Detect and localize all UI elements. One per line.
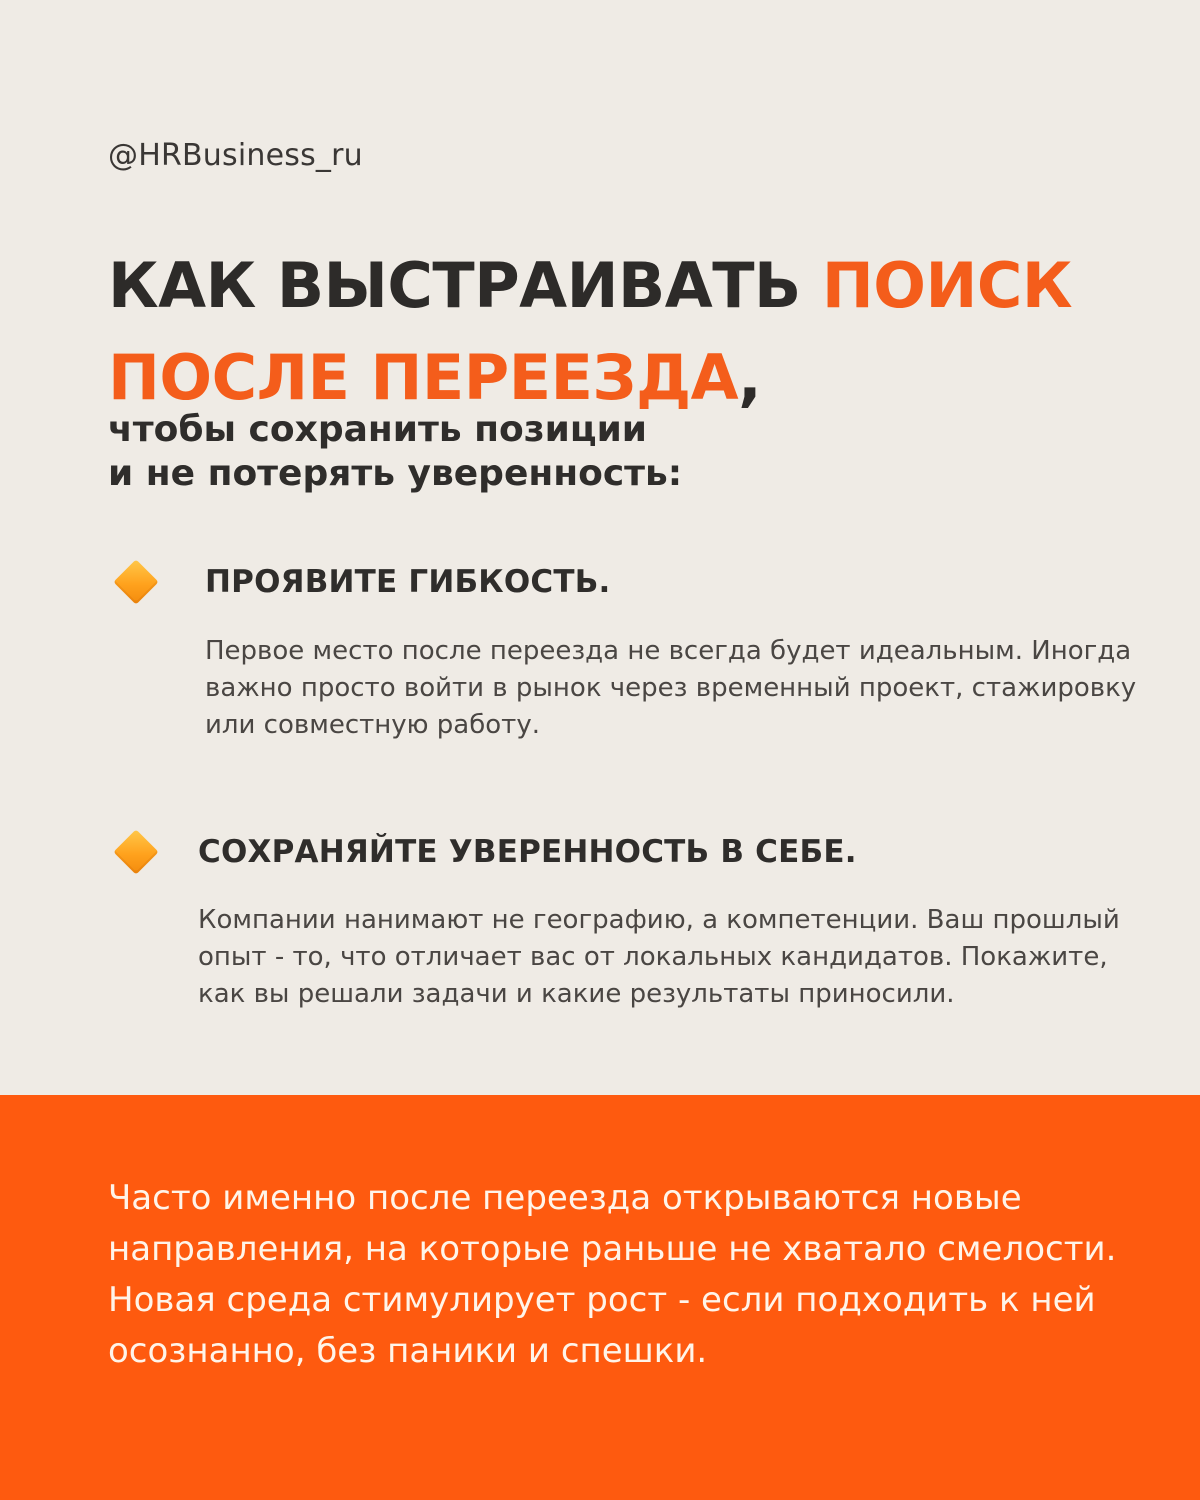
- subtitle: [108, 408, 1008, 496]
- orange-diamond-icon: [113, 829, 158, 874]
- footer-text: Часто именно после переезда открываются новые направления, на которые раньше не хватало смелости. Новая среда стимулирует рост - если подходить к ней осознанно, без паники и спешки.: [108, 1178, 1117, 1371]
- section-body-confidence: Компании нанимают не географию, а компетенции. Ваш прошлый опыт - то, что отличает вас от локальных кандидатов. Покажите, как вы решали задачи и какие результаты приносили.: [198, 905, 1120, 1009]
- section-body-flexibility: Первое место после переезда не всегда будет идеальным. Иногда важно просто войти в рынок через временный проект, стажировку или совместную работу.: [205, 636, 1137, 740]
- section-title-confidence: СОХРАНЯЙТЕ УВЕРЕННОСТЬ В СЕБЕ.: [198, 834, 857, 870]
- title-accent-text: ПОИСК: [821, 249, 1073, 322]
- subtitle-line-2: и не потерять уверенность:: [108, 453, 683, 494]
- account-handle: @HRBusiness_ru: [108, 138, 363, 173]
- title-dark-text: КАК ВЫСТРАИВАТЬ: [108, 249, 822, 322]
- title-accent-text-2: ПОСЛЕ ПЕРЕЕЗДА: [108, 341, 739, 414]
- section-title-flexibility: ПРОЯВИТЕ ГИБКОСТЬ.: [205, 564, 611, 600]
- title-line-1: [108, 240, 1108, 332]
- page-title: [108, 240, 1108, 424]
- subtitle-line-1: чтобы сохранить позиции: [108, 409, 648, 450]
- title-dark-comma: ,: [738, 341, 762, 414]
- orange-diamond-icon: [113, 559, 158, 604]
- footer-banner: [0, 1095, 1200, 1500]
